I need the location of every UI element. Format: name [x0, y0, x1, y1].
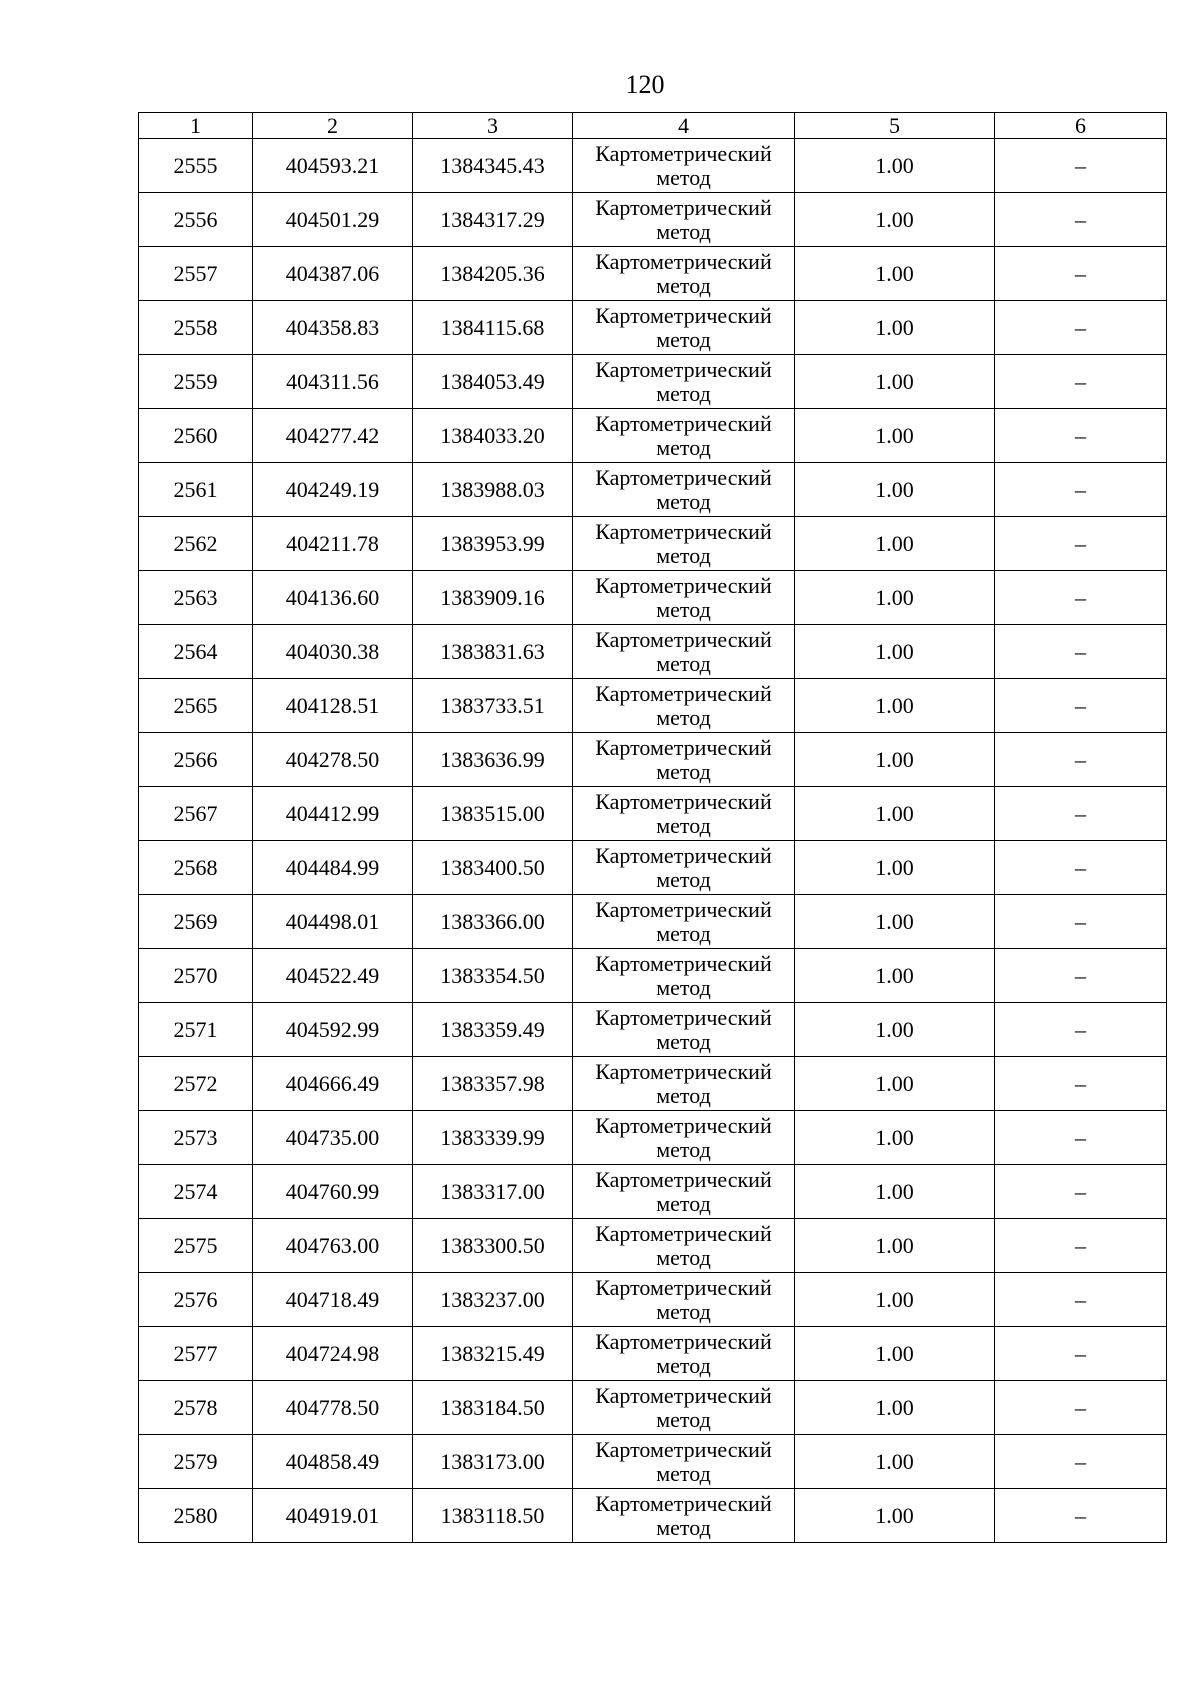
note-dash: – — [995, 193, 1167, 247]
coordinate-y: 1383988.03 — [413, 463, 573, 517]
method-cell — [573, 247, 795, 301]
method-line-2: метод — [656, 866, 711, 892]
coordinate-y: 1384115.68 — [413, 301, 573, 355]
note-dash: – — [995, 1219, 1167, 1273]
method-cell — [573, 895, 795, 949]
note-dash: – — [995, 1111, 1167, 1165]
accuracy-value: 1.00 — [795, 301, 995, 355]
coordinate-y: 1383359.49 — [413, 1003, 573, 1057]
note-dash: – — [995, 1273, 1167, 1327]
accuracy-value: 1.00 — [795, 139, 995, 193]
coordinate-y: 1383953.99 — [413, 517, 573, 571]
point-number: 2557 — [139, 247, 253, 301]
method-line-1: Картометрический — [595, 356, 772, 382]
coordinate-x: 404666.49 — [253, 1057, 413, 1111]
coordinate-y: 1383400.50 — [413, 841, 573, 895]
method-line-1: Картометрический — [595, 572, 772, 598]
method-line-2: метод — [656, 1136, 711, 1162]
point-number: 2570 — [139, 949, 253, 1003]
method-line-2: метод — [656, 488, 711, 514]
column-header-1: 1 — [139, 113, 253, 139]
point-number: 2565 — [139, 679, 253, 733]
note-dash: – — [995, 895, 1167, 949]
method-line-2: метод — [656, 218, 711, 244]
coordinate-x: 404778.50 — [253, 1381, 413, 1435]
method-line-1: Картометрический — [595, 140, 772, 166]
method-line-1: Картометрический — [595, 1328, 772, 1354]
accuracy-value: 1.00 — [795, 787, 995, 841]
coordinate-y: 1383339.99 — [413, 1111, 573, 1165]
point-number: 2564 — [139, 625, 253, 679]
table-row — [139, 1489, 1167, 1543]
method-line-1: Картометрический — [595, 1166, 772, 1192]
coordinate-y: 1383215.49 — [413, 1327, 573, 1381]
table-row — [139, 409, 1167, 463]
note-dash: – — [995, 409, 1167, 463]
point-number: 2560 — [139, 409, 253, 463]
accuracy-value: 1.00 — [795, 949, 995, 1003]
coordinate-y: 1383357.98 — [413, 1057, 573, 1111]
accuracy-value: 1.00 — [795, 355, 995, 409]
note-dash: – — [995, 787, 1167, 841]
accuracy-value: 1.00 — [795, 1327, 995, 1381]
accuracy-value: 1.00 — [795, 1219, 995, 1273]
coordinate-y: 1384053.49 — [413, 355, 573, 409]
point-number: 2572 — [139, 1057, 253, 1111]
method-line-1: Картометрический — [595, 950, 772, 976]
coordinate-x: 404593.21 — [253, 139, 413, 193]
accuracy-value: 1.00 — [795, 679, 995, 733]
method-cell — [573, 1273, 795, 1327]
point-number: 2556 — [139, 193, 253, 247]
coordinate-x: 404278.50 — [253, 733, 413, 787]
method-line-2: метод — [656, 1244, 711, 1270]
note-dash: – — [995, 355, 1167, 409]
method-cell — [573, 949, 795, 1003]
coordinate-y: 1383354.50 — [413, 949, 573, 1003]
method-line-2: метод — [656, 596, 711, 622]
accuracy-value: 1.00 — [795, 1003, 995, 1057]
table-row — [139, 1111, 1167, 1165]
method-line-2: метод — [656, 704, 711, 730]
accuracy-value: 1.00 — [795, 1165, 995, 1219]
table-row — [139, 895, 1167, 949]
method-line-1: Картометрический — [595, 1220, 772, 1246]
note-dash: – — [995, 1435, 1167, 1489]
table-row — [139, 193, 1167, 247]
method-line-1: Картометрический — [595, 680, 772, 706]
method-line-1: Картометрический — [595, 194, 772, 220]
coordinate-y: 1383909.16 — [413, 571, 573, 625]
table-row — [139, 679, 1167, 733]
table-row — [139, 517, 1167, 571]
point-number: 2569 — [139, 895, 253, 949]
method-line-2: метод — [656, 650, 711, 676]
point-number: 2578 — [139, 1381, 253, 1435]
page-number: 120 — [625, 70, 665, 99]
method-line-1: Картометрический — [595, 518, 772, 544]
coordinate-x: 404211.78 — [253, 517, 413, 571]
coordinate-y: 1383636.99 — [413, 733, 573, 787]
coordinate-x: 404858.49 — [253, 1435, 413, 1489]
coordinates-table — [138, 112, 1167, 1543]
note-dash: – — [995, 1057, 1167, 1111]
method-line-1: Картометрический — [595, 626, 772, 652]
table-row — [139, 787, 1167, 841]
note-dash: – — [995, 1489, 1167, 1543]
coordinate-x: 404311.56 — [253, 355, 413, 409]
method-line-2: метод — [656, 758, 711, 784]
method-line-1: Картометрический — [595, 1058, 772, 1084]
note-dash: – — [995, 679, 1167, 733]
accuracy-value: 1.00 — [795, 841, 995, 895]
method-line-1: Картометрический — [595, 410, 772, 436]
accuracy-value: 1.00 — [795, 1057, 995, 1111]
accuracy-value: 1.00 — [795, 247, 995, 301]
coordinate-y: 1383515.00 — [413, 787, 573, 841]
method-line-2: метод — [656, 1082, 711, 1108]
method-line-1: Картометрический — [595, 734, 772, 760]
table-row — [139, 355, 1167, 409]
table-row — [139, 139, 1167, 193]
point-number: 2574 — [139, 1165, 253, 1219]
accuracy-value: 1.00 — [795, 409, 995, 463]
method-line-1: Картометрический — [595, 1436, 772, 1462]
note-dash: – — [995, 733, 1167, 787]
method-line-2: метод — [656, 1514, 711, 1540]
table-row — [139, 301, 1167, 355]
method-line-2: метод — [656, 326, 711, 352]
table-row — [139, 1003, 1167, 1057]
accuracy-value: 1.00 — [795, 463, 995, 517]
method-line-1: Картометрический — [595, 1004, 772, 1030]
column-header-3: 3 — [413, 113, 573, 139]
method-line-1: Картометрический — [595, 1274, 772, 1300]
column-header-2: 2 — [253, 113, 413, 139]
coordinate-x: 404498.01 — [253, 895, 413, 949]
point-number: 2571 — [139, 1003, 253, 1057]
method-line-2: метод — [656, 974, 711, 1000]
method-cell — [573, 1003, 795, 1057]
note-dash: – — [995, 1003, 1167, 1057]
method-cell — [573, 1435, 795, 1489]
method-cell — [573, 409, 795, 463]
coordinate-x: 404592.99 — [253, 1003, 413, 1057]
method-cell — [573, 1057, 795, 1111]
method-cell — [573, 1111, 795, 1165]
coordinate-x: 404763.00 — [253, 1219, 413, 1273]
method-line-2: метод — [656, 380, 711, 406]
coordinate-y: 1383366.00 — [413, 895, 573, 949]
coordinate-x: 404277.42 — [253, 409, 413, 463]
method-cell — [573, 625, 795, 679]
note-dash: – — [995, 625, 1167, 679]
table-row — [139, 841, 1167, 895]
table-row — [139, 1381, 1167, 1435]
method-cell — [573, 193, 795, 247]
accuracy-value: 1.00 — [795, 895, 995, 949]
method-line-2: метод — [656, 1406, 711, 1432]
point-number: 2573 — [139, 1111, 253, 1165]
point-number: 2561 — [139, 463, 253, 517]
accuracy-value: 1.00 — [795, 1111, 995, 1165]
note-dash: – — [995, 139, 1167, 193]
method-cell — [573, 463, 795, 517]
method-line-1: Картометрический — [595, 302, 772, 328]
column-header-5: 5 — [795, 113, 995, 139]
point-number: 2558 — [139, 301, 253, 355]
method-line-2: метод — [656, 812, 711, 838]
method-cell — [573, 841, 795, 895]
method-line-1: Картометрический — [595, 1112, 772, 1138]
column-header-6: 6 — [995, 113, 1167, 139]
coordinate-y: 1383300.50 — [413, 1219, 573, 1273]
table-row — [139, 463, 1167, 517]
method-line-1: Картометрический — [595, 464, 772, 490]
accuracy-value: 1.00 — [795, 517, 995, 571]
method-cell — [573, 1219, 795, 1273]
note-dash: – — [995, 571, 1167, 625]
accuracy-value: 1.00 — [795, 1273, 995, 1327]
accuracy-value: 1.00 — [795, 1381, 995, 1435]
method-line-1: Картометрический — [595, 842, 772, 868]
note-dash: – — [995, 1327, 1167, 1381]
coordinate-y: 1383831.63 — [413, 625, 573, 679]
accuracy-value: 1.00 — [795, 193, 995, 247]
coordinate-x: 404501.29 — [253, 193, 413, 247]
method-line-2: метод — [656, 1190, 711, 1216]
method-line-1: Картометрический — [595, 1382, 772, 1408]
coordinate-y: 1384033.20 — [413, 409, 573, 463]
table-row — [139, 1327, 1167, 1381]
method-line-1: Картометрический — [595, 896, 772, 922]
table-row — [139, 733, 1167, 787]
accuracy-value: 1.00 — [795, 625, 995, 679]
point-number: 2575 — [139, 1219, 253, 1273]
accuracy-value: 1.00 — [795, 733, 995, 787]
method-line-2: метод — [656, 164, 711, 190]
accuracy-value: 1.00 — [795, 1489, 995, 1543]
method-line-2: метод — [656, 1028, 711, 1054]
method-cell — [573, 1489, 795, 1543]
coordinate-y: 1383118.50 — [413, 1489, 573, 1543]
coordinate-x: 404760.99 — [253, 1165, 413, 1219]
coordinate-y: 1384317.29 — [413, 193, 573, 247]
method-line-1: Картометрический — [595, 788, 772, 814]
method-line-2: метод — [656, 542, 711, 568]
method-line-1: Картометрический — [595, 248, 772, 274]
coordinate-y: 1383184.50 — [413, 1381, 573, 1435]
coordinate-y: 1383733.51 — [413, 679, 573, 733]
coordinate-x: 404412.99 — [253, 787, 413, 841]
coordinate-x: 404735.00 — [253, 1111, 413, 1165]
point-number: 2566 — [139, 733, 253, 787]
method-cell — [573, 679, 795, 733]
method-cell — [573, 139, 795, 193]
table-row — [139, 1435, 1167, 1489]
table-row — [139, 571, 1167, 625]
note-dash: – — [995, 841, 1167, 895]
note-dash: – — [995, 1165, 1167, 1219]
table-row — [139, 1219, 1167, 1273]
note-dash: – — [995, 463, 1167, 517]
note-dash: – — [995, 949, 1167, 1003]
table-row — [139, 247, 1167, 301]
coordinate-y: 1384345.43 — [413, 139, 573, 193]
note-dash: – — [995, 247, 1167, 301]
coordinate-y: 1383173.00 — [413, 1435, 573, 1489]
method-cell — [573, 1381, 795, 1435]
point-number: 2555 — [139, 139, 253, 193]
method-line-1: Картометрический — [595, 1490, 772, 1516]
table-header — [139, 113, 1167, 139]
column-header-4: 4 — [573, 113, 795, 139]
point-number: 2562 — [139, 517, 253, 571]
method-cell — [573, 571, 795, 625]
coordinate-x: 404358.83 — [253, 301, 413, 355]
table-row — [139, 1165, 1167, 1219]
coordinate-x: 404249.19 — [253, 463, 413, 517]
method-line-2: метод — [656, 920, 711, 946]
coordinate-x: 404136.60 — [253, 571, 413, 625]
method-line-2: метод — [656, 272, 711, 298]
table-row — [139, 1057, 1167, 1111]
coordinate-x: 404718.49 — [253, 1273, 413, 1327]
coordinate-x: 404387.06 — [253, 247, 413, 301]
method-line-2: метод — [656, 1460, 711, 1486]
method-line-2: метод — [656, 434, 711, 460]
coordinate-y: 1384205.36 — [413, 247, 573, 301]
method-cell — [573, 1165, 795, 1219]
method-line-2: метод — [656, 1352, 711, 1378]
method-cell — [573, 733, 795, 787]
table-row — [139, 625, 1167, 679]
point-number: 2579 — [139, 1435, 253, 1489]
method-cell — [573, 301, 795, 355]
coordinate-y: 1383317.00 — [413, 1165, 573, 1219]
method-cell — [573, 355, 795, 409]
table-row — [139, 1273, 1167, 1327]
coordinate-x: 404484.99 — [253, 841, 413, 895]
accuracy-value: 1.00 — [795, 571, 995, 625]
point-number: 2576 — [139, 1273, 253, 1327]
method-cell — [573, 1327, 795, 1381]
coordinate-x: 404724.98 — [253, 1327, 413, 1381]
accuracy-value: 1.00 — [795, 1435, 995, 1489]
note-dash: – — [995, 1381, 1167, 1435]
coordinate-x: 404919.01 — [253, 1489, 413, 1543]
method-cell — [573, 787, 795, 841]
note-dash: – — [995, 301, 1167, 355]
coordinate-x: 404030.38 — [253, 625, 413, 679]
coordinate-y: 1383237.00 — [413, 1273, 573, 1327]
table-row — [139, 949, 1167, 1003]
coordinate-x: 404522.49 — [253, 949, 413, 1003]
point-number: 2580 — [139, 1489, 253, 1543]
table-body — [139, 139, 1167, 1543]
point-number: 2568 — [139, 841, 253, 895]
point-number: 2577 — [139, 1327, 253, 1381]
point-number: 2559 — [139, 355, 253, 409]
point-number: 2563 — [139, 571, 253, 625]
method-line-2: метод — [656, 1298, 711, 1324]
coordinate-x: 404128.51 — [253, 679, 413, 733]
point-number: 2567 — [139, 787, 253, 841]
note-dash: – — [995, 517, 1167, 571]
method-cell — [573, 517, 795, 571]
header-row — [139, 113, 1167, 139]
